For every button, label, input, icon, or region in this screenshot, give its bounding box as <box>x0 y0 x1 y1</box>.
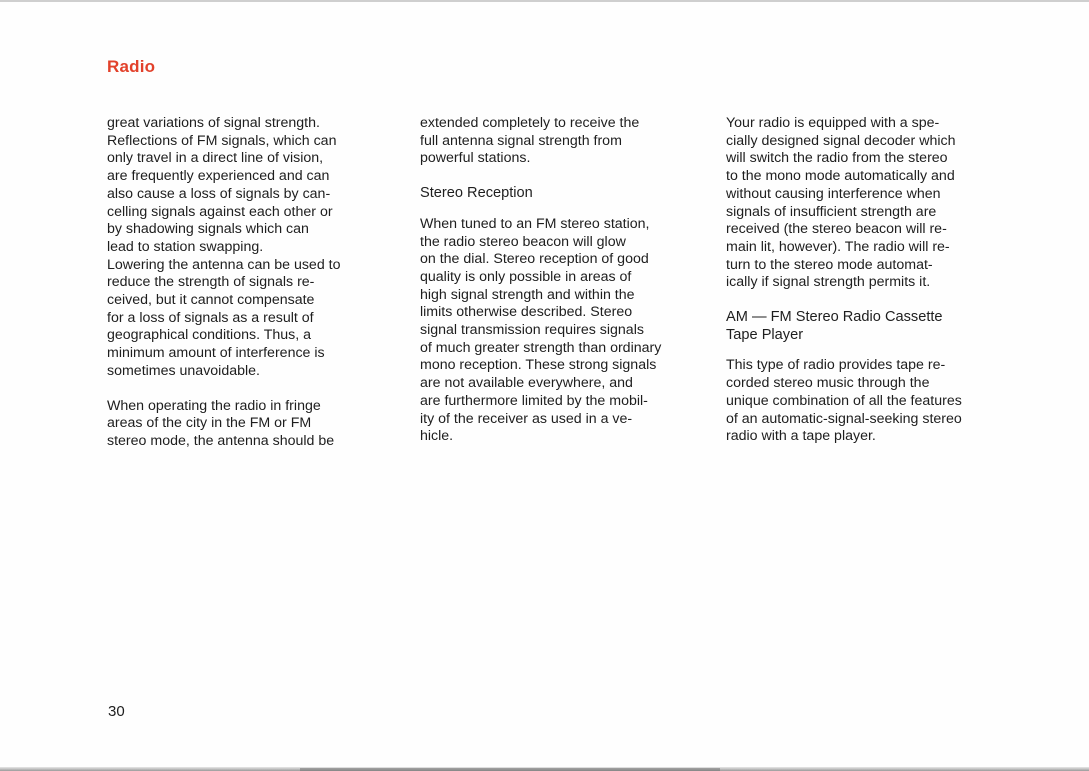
text-line: limits otherwise described. Stereo <box>420 304 633 321</box>
text-line: reduce the strength of signals re- <box>107 274 315 291</box>
col1-paragraph-1 <box>107 115 397 257</box>
am-fm-cassette-heading <box>726 309 1018 344</box>
text-line: high signal strength and within the <box>420 286 635 303</box>
text-line: ically if signal strength permits it. <box>726 274 931 291</box>
text-line: areas of the city in the FM or FM <box>107 415 312 432</box>
text-line: great variations of signal strength. <box>107 115 320 131</box>
col1-paragraph-3 <box>107 398 397 451</box>
text-line: radio with a tape player. <box>726 428 876 445</box>
heading-line: AM — FM Stereo Radio Cassette <box>726 309 943 326</box>
text-line: Your radio is equipped with a spe- <box>726 115 940 131</box>
text-line: ity of the receiver as used in a ve- <box>420 410 633 427</box>
text-line: stereo mode, the antenna should be <box>107 432 335 449</box>
text-line: also cause a loss of signals by can- <box>107 185 331 202</box>
text-line: sometimes unavoidable. <box>107 362 260 379</box>
text-line: unique combination of all the features <box>726 392 962 409</box>
text-column-1 <box>107 115 397 468</box>
text-line: powerful stations. <box>420 150 531 167</box>
text-line: corded stereo music through the <box>726 375 930 392</box>
text-line: for a loss of signals as a result of <box>107 309 314 326</box>
text-line: Reflections of FM signals, which can <box>107 132 337 149</box>
page-top-edge <box>0 0 1089 2</box>
text-column-3 <box>726 115 1018 463</box>
col3-paragraph-1 <box>726 115 1018 292</box>
text-line: cially designed signal decoder which <box>726 132 956 149</box>
text-line: hicle. <box>420 428 454 445</box>
text-line: extended completely to receive the <box>420 115 640 131</box>
text-line: ceived, but it cannot compensate <box>107 292 315 309</box>
heading-line: Tape Player <box>726 326 804 343</box>
text-line: of an automatic-signal-seeking stereo <box>726 410 962 427</box>
text-line: are furthermore limited by the mobil- <box>420 392 648 409</box>
text-line: celling signals against each other or <box>107 203 333 220</box>
page-number: 30 <box>108 703 125 720</box>
text-line: of much greater strength than ordinary <box>420 339 662 356</box>
col1-paragraph-2 <box>107 257 397 381</box>
text-line: full antenna signal strength from <box>420 132 622 149</box>
text-line: to the mono mode automatically and <box>726 168 955 185</box>
text-line: by shadowing signals which can <box>107 221 309 238</box>
text-line: lead to station swapping. <box>107 238 264 255</box>
stereo-reception-heading: Stereo Reception <box>420 185 533 202</box>
text-line: signal transmission requires signals <box>420 322 644 339</box>
text-line: main lit, however). The radio will re- <box>726 238 950 255</box>
text-line: will switch the radio from the stereo <box>726 150 948 167</box>
text-line: When tuned to an FM stereo station, <box>420 215 650 232</box>
text-line: signals of insufficient strength are <box>726 203 937 220</box>
col2-paragraph-2 <box>420 216 712 446</box>
text-line: minimum amount of interference is <box>107 345 325 362</box>
section-title: Radio <box>107 57 156 76</box>
text-line: This type of radio provides tape re- <box>726 357 946 374</box>
text-line: are frequently experienced and can <box>107 168 330 185</box>
text-line: geographical conditions. Thus, a <box>107 327 312 344</box>
text-line: mono reception. These strong signals <box>420 357 657 374</box>
text-line: When operating the radio in fringe <box>107 397 321 414</box>
text-line: only travel in a direct line of vision, <box>107 150 324 167</box>
text-line: quality is only possible in areas of <box>420 268 632 285</box>
text-line: without causing interference when <box>726 185 941 202</box>
text-column-2 <box>420 115 712 463</box>
text-line: are not available everywhere, and <box>420 375 633 392</box>
col3-paragraph-2 <box>726 357 1018 446</box>
text-line: Lowering the antenna can be used to <box>107 256 341 273</box>
text-line: the radio stereo beacon will glow <box>420 233 626 250</box>
text-line: received (the stereo beacon will re- <box>726 221 947 238</box>
col2-paragraph-1 <box>420 115 712 168</box>
text-line: turn to the stereo mode automat- <box>726 256 933 273</box>
text-line: on the dial. Stereo reception of good <box>420 251 649 268</box>
